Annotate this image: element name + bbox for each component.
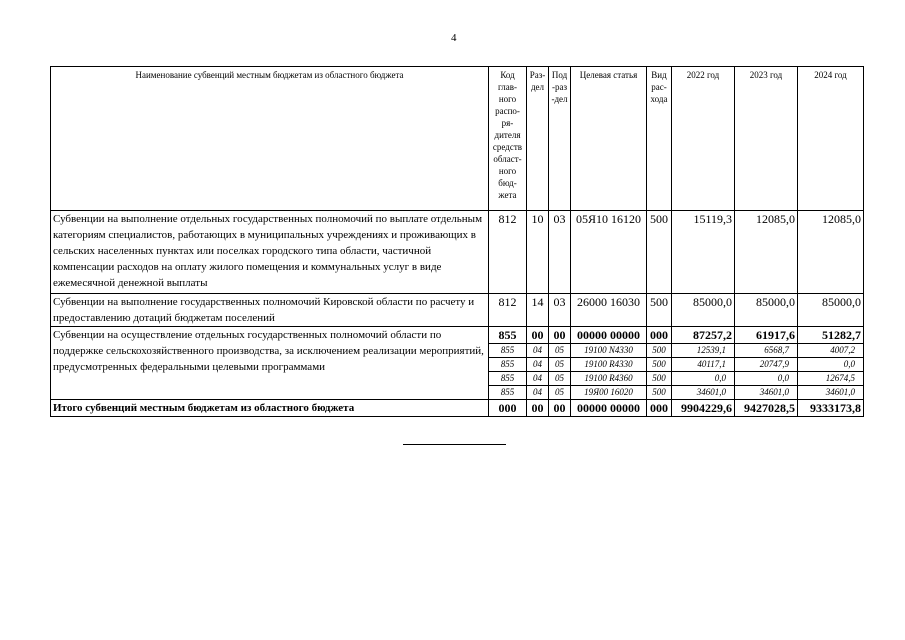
sub-2024: 34601,0 — [798, 386, 864, 400]
sub-target: 19100 N4330 — [571, 344, 647, 358]
total-2024: 9333173,8 — [798, 400, 864, 417]
sub-code: 855 — [489, 386, 527, 400]
header-code: Код глав-ного распо-ря-дителя средств област-ного бюд-жета — [489, 67, 527, 211]
row-2024: 85000,0 — [798, 294, 864, 327]
table-row — [51, 211, 864, 294]
row-expense-type: 500 — [647, 211, 672, 294]
sub-target: 19Я00 16020 — [571, 386, 647, 400]
sub-target: 19100 R4360 — [571, 372, 647, 386]
sub-2022: 34601,0 — [672, 386, 735, 400]
sub-target: 19100 R4330 — [571, 358, 647, 372]
row-name: Субвенции на выполнение государственных полномочий Кировской области по расчету и предоставлению дотаций бюджетам поселений — [51, 294, 489, 327]
sub-subsection: 05 — [549, 358, 571, 372]
total-target: 00000 00000 — [571, 400, 647, 417]
group-target: 00000 00000 — [571, 327, 647, 344]
row-2023: 12085,0 — [735, 211, 798, 294]
sub-2022: 12539,1 — [672, 344, 735, 358]
header-2023: 2023 год — [735, 67, 798, 211]
total-name: Итого субвенций местным бюджетам из областного бюджета — [51, 400, 489, 417]
sub-section: 04 — [527, 386, 549, 400]
row-2024: 12085,0 — [798, 211, 864, 294]
total-expense-type: 000 — [647, 400, 672, 417]
sub-subsection: 05 — [549, 372, 571, 386]
sub-section: 04 — [527, 372, 549, 386]
sub-2024: 12674,5 — [798, 372, 864, 386]
row-2022: 85000,0 — [672, 294, 735, 327]
row-code: 812 — [489, 211, 527, 294]
group-expense-type: 000 — [647, 327, 672, 344]
group-name: Субвенции на осуществление отдельных государственных полномочий области по поддержке сельскохозяйственного производства, за исключением реализации мероприятий, предусмотренных федеральными целевыми программами — [51, 327, 489, 400]
sub-2023: 6568,7 — [735, 344, 798, 358]
group-row — [51, 327, 864, 344]
header-2024: 2024 год — [798, 67, 864, 211]
page-number: 4 — [451, 32, 457, 44]
sub-2022: 40117,1 — [672, 358, 735, 372]
sub-2022: 0,0 — [672, 372, 735, 386]
group-2022: 87257,2 — [672, 327, 735, 344]
header-expense-type: Вид рас-хода — [647, 67, 672, 211]
sub-expense-type: 500 — [647, 358, 672, 372]
sub-2023: 20747,9 — [735, 358, 798, 372]
sub-code: 855 — [489, 344, 527, 358]
row-2022: 15119,3 — [672, 211, 735, 294]
sub-expense-type: 500 — [647, 386, 672, 400]
subventions-table — [50, 66, 864, 417]
row-2023: 85000,0 — [735, 294, 798, 327]
sub-section: 04 — [527, 344, 549, 358]
total-section: 00 — [527, 400, 549, 417]
sub-2024: 4007,2 — [798, 344, 864, 358]
row-target: 05Я10 16120 — [571, 211, 647, 294]
row-expense-type: 500 — [647, 294, 672, 327]
header-section: Раз-дел — [527, 67, 549, 211]
sub-subsection: 05 — [549, 344, 571, 358]
row-target: 26000 16030 — [571, 294, 647, 327]
sub-section: 04 — [527, 358, 549, 372]
table-row — [51, 294, 864, 327]
sub-2023: 34601,0 — [735, 386, 798, 400]
total-2023: 9427028,5 — [735, 400, 798, 417]
total-subsection: 00 — [549, 400, 571, 417]
group-2023: 61917,6 — [735, 327, 798, 344]
group-2024: 51282,7 — [798, 327, 864, 344]
row-subsection: 03 — [549, 294, 571, 327]
table-header-row — [51, 67, 864, 211]
row-code: 812 — [489, 294, 527, 327]
group-section: 00 — [527, 327, 549, 344]
header-2022: 2022 год — [672, 67, 735, 211]
header-subsection: Под-раз-дел — [549, 67, 571, 211]
header-name: Наименование субвенций местным бюджетам из областного бюджета — [51, 67, 489, 211]
header-target: Целевая статья — [571, 67, 647, 211]
sub-2024: 0,0 — [798, 358, 864, 372]
sub-code: 855 — [489, 372, 527, 386]
total-row — [51, 400, 864, 417]
sub-expense-type: 500 — [647, 344, 672, 358]
row-subsection: 03 — [549, 211, 571, 294]
sub-subsection: 05 — [549, 386, 571, 400]
total-2022: 9904229,6 — [672, 400, 735, 417]
row-section: 14 — [527, 294, 549, 327]
total-code: 000 — [489, 400, 527, 417]
row-section: 10 — [527, 211, 549, 294]
sub-2023: 0,0 — [735, 372, 798, 386]
row-name: Субвенции на выполнение отдельных государственных полномочий по выплате отдельным категориям специалистов, работающих в муниципальных учреждениях и проживающих в сельских населенных пунктах или поселках городского типа области, частичной компенсации расходов на оплату жилого помещения и коммунальных услуг в виде ежемесячной денежной выплаты — [51, 211, 489, 294]
sub-expense-type: 500 — [647, 372, 672, 386]
footer-divider — [403, 444, 506, 445]
group-code: 855 — [489, 327, 527, 344]
group-subsection: 00 — [549, 327, 571, 344]
sub-code: 855 — [489, 358, 527, 372]
